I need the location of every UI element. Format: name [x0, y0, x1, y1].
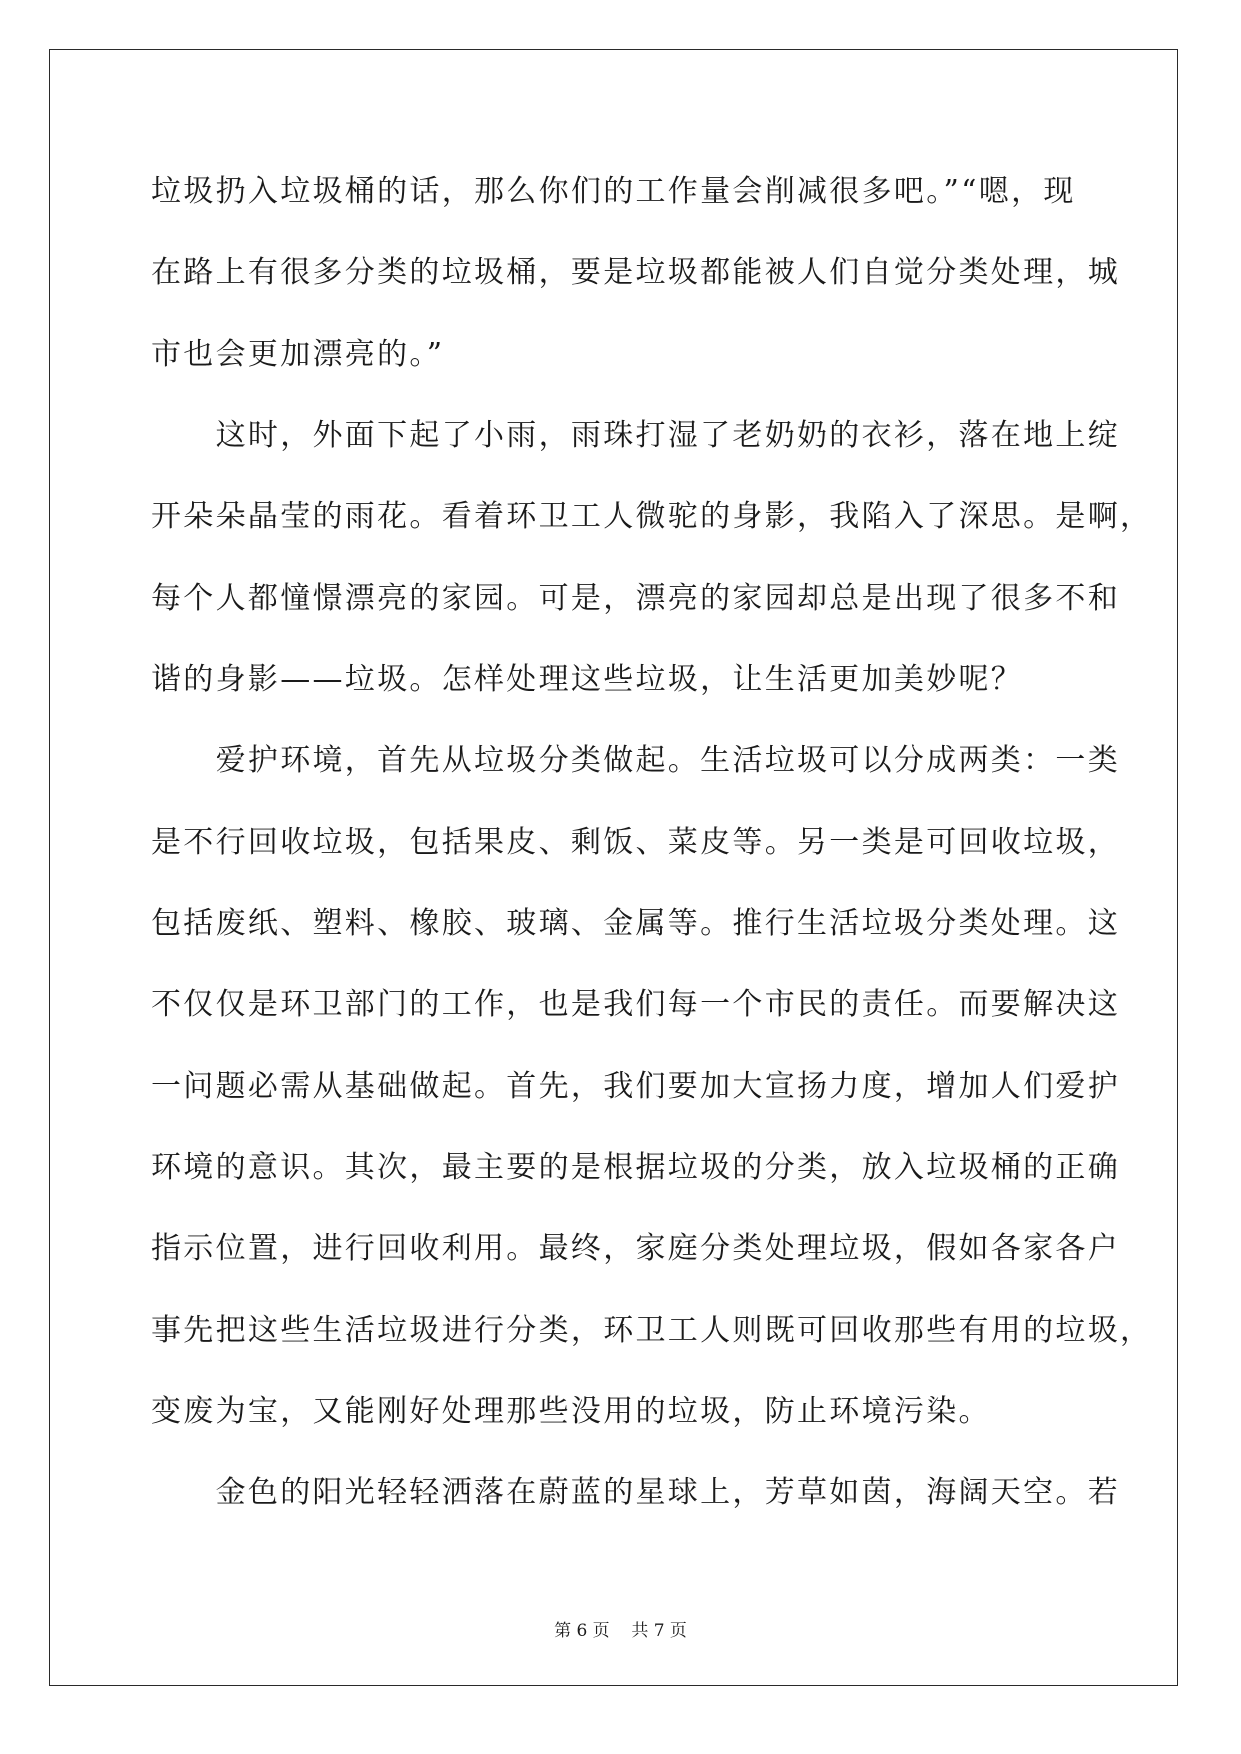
text-line: 这时，外面下起了小雨，雨珠打湿了老奶奶的衣衫，落在地上绽: [151, 418, 1120, 453]
text-line: 谐的身影——垃圾。怎样处理这些垃圾，让生活更加美妙呢？: [151, 662, 1024, 697]
text-line: 不仅仅是环卫部门的工作，也是我们每一个市民的责任。而要解决这: [151, 987, 1120, 1022]
text-line: 事先把这些生活垃圾进行分类，环卫工人则既可回收那些有用的垃圾，: [151, 1313, 1153, 1348]
text-line: 在路上有很多分类的垃圾桶，要是垃圾都能被人们自觉分类处理，城: [151, 255, 1120, 290]
footer-spacer: [610, 1621, 632, 1641]
text-line: 环境的意识。其次，最主要的是根据垃圾的分类，放入垃圾桶的正确: [151, 1150, 1120, 1185]
text-line: 市也会更加漂亮的。”: [151, 337, 445, 372]
text-line: 变废为宝，又能刚好处理那些没用的垃圾，防止环境污染。: [151, 1394, 991, 1429]
text-line: 开朵朵晶莹的雨花。看着环卫工人微驼的身影，我陷入了深思。是啊，: [151, 499, 1153, 534]
page-total: 共 7 页: [631, 1621, 687, 1641]
text-line: 包括废纸、塑料、橡胶、玻璃、金属等。推行生活垃圾分类处理。这: [151, 906, 1120, 941]
page-footer: [0, 1620, 1241, 1642]
text-line: 一问题必需从基础做起。首先，我们要加大宣扬力度，增加人们爱护: [151, 1069, 1120, 1104]
text-line: 金色的阳光轻轻洒落在蔚蓝的星球上，芳草如茵，海阔天空。若: [151, 1475, 1120, 1510]
page-border: [49, 49, 1178, 1686]
text-line: 垃圾扔入垃圾桶的话，那么你们的工作量会削减很多吧。”“嗯，现: [151, 174, 1076, 209]
text-line: 爱护环境，首先从垃圾分类做起。生活垃圾可以分成两类：一类: [151, 743, 1120, 778]
text-line: 是不行回收垃圾，包括果皮、剩饭、菜皮等。另一类是可回收垃圾，: [151, 825, 1120, 860]
text-line: 指示位置，进行回收利用。最终，家庭分类处理垃圾，假如各家各户: [151, 1231, 1120, 1266]
text-line: 每个人都憧憬漂亮的家园。可是，漂亮的家园却总是出现了很多不和: [151, 581, 1120, 616]
page-number: 第 6 页: [554, 1621, 610, 1641]
